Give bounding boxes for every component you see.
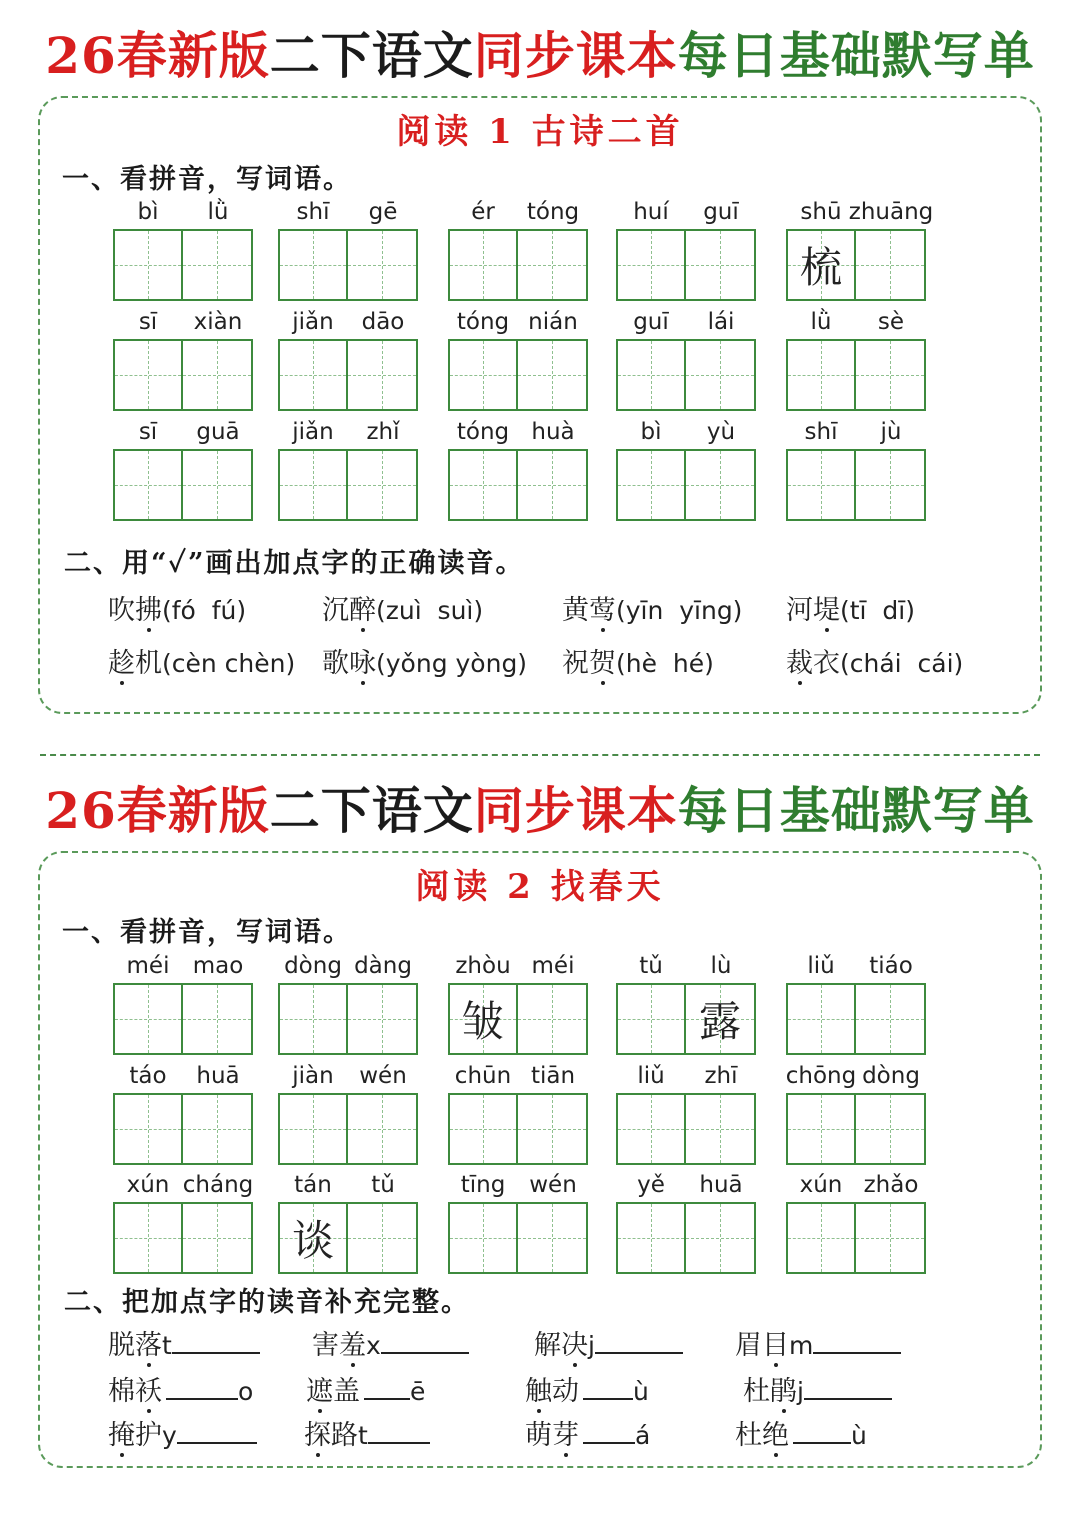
pinyin-options: (cèn chèn) xyxy=(162,649,296,678)
tianzige-cell[interactable] xyxy=(115,1204,183,1272)
writing-box[interactable] xyxy=(786,229,926,301)
prefilled-character: 谈 xyxy=(291,1216,334,1265)
word-character: 趁 xyxy=(108,641,135,680)
pinyin-syllable: méi xyxy=(126,953,170,979)
pinyin-syllable: guā xyxy=(196,419,240,445)
pinyin-options: (tī dī) xyxy=(840,596,915,625)
writing-box[interactable] xyxy=(616,339,756,411)
writing-box[interactable] xyxy=(616,1093,756,1165)
word-character: 沉 xyxy=(322,595,349,626)
tianzige-cell[interactable] xyxy=(183,1204,251,1272)
tianzige-cell[interactable] xyxy=(686,451,754,519)
pinyin-syllable: bì xyxy=(640,419,662,445)
writing-box[interactable] xyxy=(278,229,418,301)
tianzige-cell[interactable] xyxy=(518,985,586,1053)
tianzige-cell[interactable] xyxy=(618,231,686,299)
pinyin-syllable: zhuāng xyxy=(848,199,934,225)
tianzige-cell[interactable] xyxy=(856,231,924,299)
writing-box[interactable] xyxy=(448,229,588,301)
pinyin-label xyxy=(278,309,418,339)
tianzige-cell[interactable] xyxy=(183,451,251,519)
tianzige-cell[interactable] xyxy=(115,341,183,409)
pinyin-syllable: tóng xyxy=(456,419,510,445)
writing-box[interactable] xyxy=(616,983,756,1055)
word-character: 咏 xyxy=(349,641,376,680)
word-character: 黄 xyxy=(562,595,589,626)
writing-box[interactable] xyxy=(786,339,926,411)
pinyin-label xyxy=(448,1063,588,1093)
pinyin-syllable: lái xyxy=(707,309,735,335)
pinyin-syllable: guī xyxy=(633,309,669,335)
tianzige-cell[interactable] xyxy=(183,985,251,1053)
pinyin-syllable: tīng xyxy=(460,1172,506,1198)
tianzige-cell[interactable] xyxy=(450,985,518,1053)
fill-item xyxy=(108,1413,257,1452)
writing-box[interactable] xyxy=(113,339,253,411)
pinyin-label xyxy=(616,419,756,449)
pinyin-syllable: jiǎn xyxy=(292,309,334,335)
pinyin-suffix: á xyxy=(635,1421,651,1450)
word-character: 吹 xyxy=(108,595,135,626)
pinyin-syllable: lǜ xyxy=(207,199,229,225)
tianzige-cell[interactable] xyxy=(856,985,924,1053)
pinyin-label xyxy=(786,419,926,449)
pinyin-syllable: guī xyxy=(703,199,739,225)
pinyin-syllable: zhī xyxy=(704,1063,738,1089)
pinyin-label xyxy=(113,199,253,229)
tianzige-cell[interactable] xyxy=(280,451,348,519)
pinyin-label xyxy=(278,1063,418,1093)
pinyin-label xyxy=(786,1172,926,1202)
pinyin-syllable: zhǎo xyxy=(863,1172,919,1198)
fill-item xyxy=(525,1413,650,1452)
word-character: 杜 xyxy=(743,1376,770,1407)
pinyin-syllable: tiáo xyxy=(869,953,913,979)
section-title-pinyin-1: 一、看拼音，写词语。 xyxy=(62,164,352,195)
word-character: 动 xyxy=(552,1376,579,1407)
fill-item xyxy=(743,1369,892,1408)
word-character: 解 xyxy=(534,1330,561,1361)
pinyin-label xyxy=(113,953,253,983)
word-character: 眉 xyxy=(735,1330,762,1361)
pinyin-syllable: huā xyxy=(699,1172,743,1198)
tianzige-cell[interactable] xyxy=(518,1095,586,1163)
answer-blank[interactable] xyxy=(583,1374,633,1400)
answer-blank[interactable] xyxy=(172,1328,260,1354)
pinyin-label xyxy=(616,953,756,983)
tianzige-cell[interactable] xyxy=(618,341,686,409)
header-part-2: 二下语文 xyxy=(269,26,474,85)
word-character: 路 xyxy=(331,1420,358,1451)
word-character: 羞 xyxy=(339,1323,366,1362)
section-title-fill: 二、把加点字的读音补充完整。 xyxy=(64,1287,470,1318)
pinyin-syllable: shī xyxy=(296,199,330,225)
pinyin-label xyxy=(278,953,418,983)
pinyin-syllable: dàng xyxy=(354,953,412,979)
tianzige-cell[interactable] xyxy=(280,1095,348,1163)
word-character: 河 xyxy=(786,595,813,626)
pinyin-syllable: nián xyxy=(528,309,578,335)
pinyin-syllable: yě xyxy=(637,1172,665,1198)
pinyin-prefix: j xyxy=(588,1331,595,1360)
writing-box[interactable] xyxy=(113,229,253,301)
header-part-3: 同步课本 xyxy=(473,781,678,840)
header-part-1: 26春新版 xyxy=(45,26,270,85)
word-character: 棉 xyxy=(108,1376,135,1407)
choice-item[interactable] xyxy=(108,588,246,627)
tianzige-cell[interactable] xyxy=(348,985,416,1053)
tianzige-cell[interactable] xyxy=(280,1204,348,1272)
answer-blank[interactable] xyxy=(583,1418,635,1444)
writing-box[interactable] xyxy=(113,449,253,521)
tianzige-cell[interactable] xyxy=(788,985,856,1053)
writing-box[interactable] xyxy=(113,1093,253,1165)
worksheet-header-1 xyxy=(0,28,1080,84)
pinyin-syllable: liǔ xyxy=(807,953,835,979)
fill-item xyxy=(108,1323,260,1362)
writing-box[interactable] xyxy=(616,449,756,521)
pinyin-label xyxy=(448,1172,588,1202)
pinyin-prefix: t xyxy=(162,1331,172,1360)
choice-item[interactable] xyxy=(562,641,714,680)
pinyin-syllable: shī xyxy=(804,419,838,445)
pinyin-options: (chái cái) xyxy=(840,649,964,678)
writing-box[interactable] xyxy=(278,1202,418,1274)
pinyin-syllable: huā xyxy=(196,1063,240,1089)
pinyin-label xyxy=(786,953,926,983)
tianzige-cell[interactable] xyxy=(618,985,686,1053)
lesson-title-2: 阅读 2 找春天 xyxy=(415,867,665,907)
pinyin-syllable: jiàn xyxy=(292,1063,334,1089)
choice-item[interactable] xyxy=(786,641,963,680)
section-title-choose: 二、用“✓”画出加点字的正确读音。 xyxy=(64,548,525,579)
writing-box[interactable] xyxy=(448,1202,588,1274)
pinyin-syllable: táo xyxy=(129,1063,167,1089)
word-character: 探 xyxy=(304,1413,331,1452)
word-character: 杜 xyxy=(735,1420,762,1451)
header-part-2: 二下语文 xyxy=(269,781,474,840)
word-character: 盖 xyxy=(333,1376,360,1407)
word-character: 鹃 xyxy=(770,1369,797,1408)
word-character: 堤 xyxy=(813,588,840,627)
fill-item xyxy=(534,1323,683,1362)
choice-item[interactable] xyxy=(108,641,295,680)
pinyin-label xyxy=(448,309,588,339)
word-character: 袄 xyxy=(135,1369,162,1408)
pinyin-syllable: zhǐ xyxy=(366,419,400,445)
word-character: 机 xyxy=(135,648,162,679)
pinyin-prefix: x xyxy=(366,1331,381,1360)
pinyin-syllable: chūn xyxy=(454,1063,512,1089)
pinyin-syllable: xiàn xyxy=(193,309,243,335)
pinyin-label xyxy=(113,1063,253,1093)
pinyin-syllable: sè xyxy=(877,309,905,335)
tianzige-cell[interactable] xyxy=(618,1204,686,1272)
word-character: 目 xyxy=(762,1323,789,1362)
answer-blank[interactable] xyxy=(364,1374,410,1400)
pinyin-suffix: ù xyxy=(633,1377,649,1406)
tianzige-cell[interactable] xyxy=(280,341,348,409)
prefilled-character: 露 xyxy=(698,997,741,1046)
tianzige-cell[interactable] xyxy=(788,451,856,519)
pinyin-syllable: tǔ xyxy=(371,1172,395,1198)
tianzige-cell[interactable] xyxy=(115,231,183,299)
pinyin-syllable: ér xyxy=(471,199,495,225)
writing-box[interactable] xyxy=(448,983,588,1055)
choice-item[interactable] xyxy=(322,641,527,680)
pinyin-options: (fó fú) xyxy=(162,596,247,625)
fill-item xyxy=(304,1413,430,1452)
lesson-title-1: 阅读 1 古诗二首 xyxy=(396,112,684,152)
pinyin-syllable: mao xyxy=(192,953,244,979)
writing-box[interactable] xyxy=(786,449,926,521)
answer-blank[interactable] xyxy=(804,1374,892,1400)
writing-box[interactable] xyxy=(278,449,418,521)
tianzige-cell[interactable] xyxy=(183,1095,251,1163)
tianzige-cell[interactable] xyxy=(686,231,754,299)
word-character: 芽 xyxy=(552,1413,579,1452)
word-character: 掩 xyxy=(108,1413,135,1452)
word-character: 莺 xyxy=(589,588,616,627)
tianzige-cell[interactable] xyxy=(856,341,924,409)
answer-blank[interactable] xyxy=(177,1418,257,1444)
pinyin-label xyxy=(278,419,418,449)
answer-blank[interactable] xyxy=(166,1374,238,1400)
pinyin-syllable: wén xyxy=(359,1063,407,1089)
pinyin-syllable: xún xyxy=(799,1172,843,1198)
pinyin-syllable: tiān xyxy=(530,1063,576,1089)
pinyin-syllable: cháng xyxy=(182,1172,254,1198)
choice-item[interactable] xyxy=(786,588,915,627)
tianzige-cell[interactable] xyxy=(348,1095,416,1163)
pinyin-suffix: ù xyxy=(851,1421,867,1450)
prefilled-character: 梳 xyxy=(799,243,842,292)
pinyin-syllable: dāo xyxy=(361,309,405,335)
pinyin-syllable: tǔ xyxy=(639,953,663,979)
choice-item[interactable] xyxy=(322,588,483,627)
pinyin-label xyxy=(616,199,756,229)
page-divider xyxy=(40,754,1040,756)
pinyin-label xyxy=(448,419,588,449)
header-part-3: 同步课本 xyxy=(473,26,678,85)
pinyin-syllable: sī xyxy=(138,309,158,335)
header-part-1: 26春新版 xyxy=(45,781,270,840)
pinyin-prefix: y xyxy=(162,1421,177,1450)
tianzige-cell[interactable] xyxy=(183,231,251,299)
pinyin-syllable: tóng xyxy=(456,309,510,335)
writing-box[interactable] xyxy=(786,983,926,1055)
choice-item[interactable] xyxy=(562,588,742,627)
writing-box[interactable] xyxy=(786,1202,926,1274)
tianzige-cell[interactable] xyxy=(788,1204,856,1272)
tianzige-cell[interactable] xyxy=(450,1095,518,1163)
pinyin-syllable: zhòu xyxy=(455,953,511,979)
tianzige-cell[interactable] xyxy=(115,1095,183,1163)
word-character: 触 xyxy=(525,1369,552,1408)
pinyin-label xyxy=(113,1172,253,1202)
word-character: 害 xyxy=(312,1330,339,1361)
pinyin-prefix: j xyxy=(797,1377,804,1406)
pinyin-label xyxy=(448,199,588,229)
writing-box[interactable] xyxy=(448,1093,588,1165)
pinyin-prefix: t xyxy=(358,1421,368,1450)
writing-box[interactable] xyxy=(616,229,756,301)
word-character: 护 xyxy=(135,1420,162,1451)
writing-box[interactable] xyxy=(786,1093,926,1165)
word-character: 歌 xyxy=(322,648,349,679)
tianzige-cell[interactable] xyxy=(518,231,586,299)
pinyin-options: (zuì suì) xyxy=(376,596,484,625)
pinyin-syllable: méi xyxy=(531,953,575,979)
pinyin-syllable: yù xyxy=(706,419,736,445)
word-character: 裁 xyxy=(786,641,813,680)
pinyin-syllable: tóng xyxy=(526,199,580,225)
pinyin-label xyxy=(786,309,926,339)
pinyin-syllable: bì xyxy=(137,199,159,225)
tianzige-cell[interactable] xyxy=(348,1204,416,1272)
pinyin-syllable: tán xyxy=(294,1172,332,1198)
pinyin-syllable: shū xyxy=(800,199,842,225)
tianzige-cell[interactable] xyxy=(183,341,251,409)
tianzige-cell[interactable] xyxy=(280,231,348,299)
word-character: 脱 xyxy=(108,1330,135,1361)
tianzige-cell[interactable] xyxy=(450,1204,518,1272)
word-character: 萌 xyxy=(525,1420,552,1451)
answer-blank[interactable] xyxy=(381,1328,469,1354)
pinyin-label xyxy=(786,1063,926,1093)
pinyin-label xyxy=(278,1172,418,1202)
pinyin-syllable: lǜ xyxy=(810,309,832,335)
pinyin-suffix: o xyxy=(238,1377,254,1406)
word-character: 遮 xyxy=(306,1369,333,1408)
tianzige-cell[interactable] xyxy=(450,341,518,409)
writing-box[interactable] xyxy=(278,1093,418,1165)
word-character: 祝 xyxy=(562,648,589,679)
tianzige-cell[interactable] xyxy=(450,451,518,519)
tianzige-cell[interactable] xyxy=(686,1095,754,1163)
pinyin-syllable: jù xyxy=(880,419,902,445)
answer-blank[interactable] xyxy=(368,1418,430,1444)
pinyin-syllable: dòng xyxy=(284,953,342,979)
word-character: 贺 xyxy=(589,641,616,680)
tianzige-cell[interactable] xyxy=(686,1204,754,1272)
tianzige-cell[interactable] xyxy=(348,451,416,519)
pinyin-syllable: huí xyxy=(633,199,669,225)
pinyin-label xyxy=(113,419,253,449)
writing-box[interactable] xyxy=(278,983,418,1055)
tianzige-cell[interactable] xyxy=(686,985,754,1053)
tianzige-cell[interactable] xyxy=(788,231,856,299)
fill-item xyxy=(108,1369,253,1408)
tianzige-cell[interactable] xyxy=(618,451,686,519)
tianzige-cell[interactable] xyxy=(115,985,183,1053)
header-part-4: 每日基础默写单 xyxy=(677,781,1035,840)
pinyin-syllable: gē xyxy=(368,199,398,225)
answer-blank[interactable] xyxy=(595,1328,683,1354)
tianzige-cell[interactable] xyxy=(856,1204,924,1272)
pinyin-suffix: ē xyxy=(410,1377,426,1406)
tianzige-cell[interactable] xyxy=(518,451,586,519)
tianzige-cell[interactable] xyxy=(856,451,924,519)
tianzige-cell[interactable] xyxy=(856,1095,924,1163)
tianzige-cell[interactable] xyxy=(618,1095,686,1163)
answer-blank[interactable] xyxy=(793,1418,851,1444)
pinyin-syllable: wén xyxy=(529,1172,577,1198)
pinyin-label xyxy=(786,199,934,229)
word-character: 绝 xyxy=(762,1413,789,1452)
tianzige-cell[interactable] xyxy=(348,231,416,299)
header-part-4: 每日基础默写单 xyxy=(677,26,1035,85)
tianzige-cell[interactable] xyxy=(788,1095,856,1163)
pinyin-options: (yīn yīng) xyxy=(616,596,743,625)
pinyin-syllable: dòng xyxy=(862,1063,920,1089)
worksheet-header-2 xyxy=(0,783,1080,839)
pinyin-syllable: xún xyxy=(126,1172,170,1198)
tianzige-cell[interactable] xyxy=(280,985,348,1053)
word-character: 醉 xyxy=(349,588,376,627)
pinyin-options: (hè hé) xyxy=(616,649,714,678)
fill-item xyxy=(306,1369,425,1408)
tianzige-cell[interactable] xyxy=(788,341,856,409)
pinyin-syllable: liǔ xyxy=(637,1063,665,1089)
tianzige-cell[interactable] xyxy=(518,1204,586,1272)
word-character: 衣 xyxy=(813,648,840,679)
prefilled-character: 皱 xyxy=(461,997,504,1046)
pinyin-syllable: chōng xyxy=(785,1063,857,1089)
section-title-pinyin-2: 一、看拼音，写词语。 xyxy=(62,917,352,948)
tianzige-cell[interactable] xyxy=(348,341,416,409)
pinyin-syllable: lù xyxy=(710,953,732,979)
pinyin-syllable: jiǎn xyxy=(292,419,334,445)
tianzige-cell[interactable] xyxy=(450,231,518,299)
pinyin-syllable: huà xyxy=(531,419,575,445)
pinyin-label xyxy=(113,309,253,339)
pinyin-label xyxy=(616,1172,756,1202)
tianzige-cell[interactable] xyxy=(115,451,183,519)
writing-box[interactable] xyxy=(278,339,418,411)
fill-item xyxy=(525,1369,649,1408)
writing-box[interactable] xyxy=(113,983,253,1055)
pinyin-syllable: sī xyxy=(138,419,158,445)
writing-box[interactable] xyxy=(448,339,588,411)
writing-box[interactable] xyxy=(616,1202,756,1274)
pinyin-prefix: m xyxy=(789,1331,814,1360)
pinyin-label xyxy=(448,953,588,983)
pinyin-options: (yǒng yòng) xyxy=(376,649,528,678)
tianzige-cell[interactable] xyxy=(518,341,586,409)
fill-item xyxy=(735,1413,867,1452)
word-character: 拂 xyxy=(135,588,162,627)
pinyin-label xyxy=(278,199,418,229)
answer-blank[interactable] xyxy=(813,1328,901,1354)
writing-box[interactable] xyxy=(113,1202,253,1274)
pinyin-label xyxy=(616,309,756,339)
writing-box[interactable] xyxy=(448,449,588,521)
fill-item xyxy=(735,1323,901,1362)
word-character: 落 xyxy=(135,1323,162,1362)
pinyin-label xyxy=(616,1063,756,1093)
fill-item xyxy=(312,1323,469,1362)
word-character: 决 xyxy=(561,1323,588,1362)
tianzige-cell[interactable] xyxy=(686,341,754,409)
